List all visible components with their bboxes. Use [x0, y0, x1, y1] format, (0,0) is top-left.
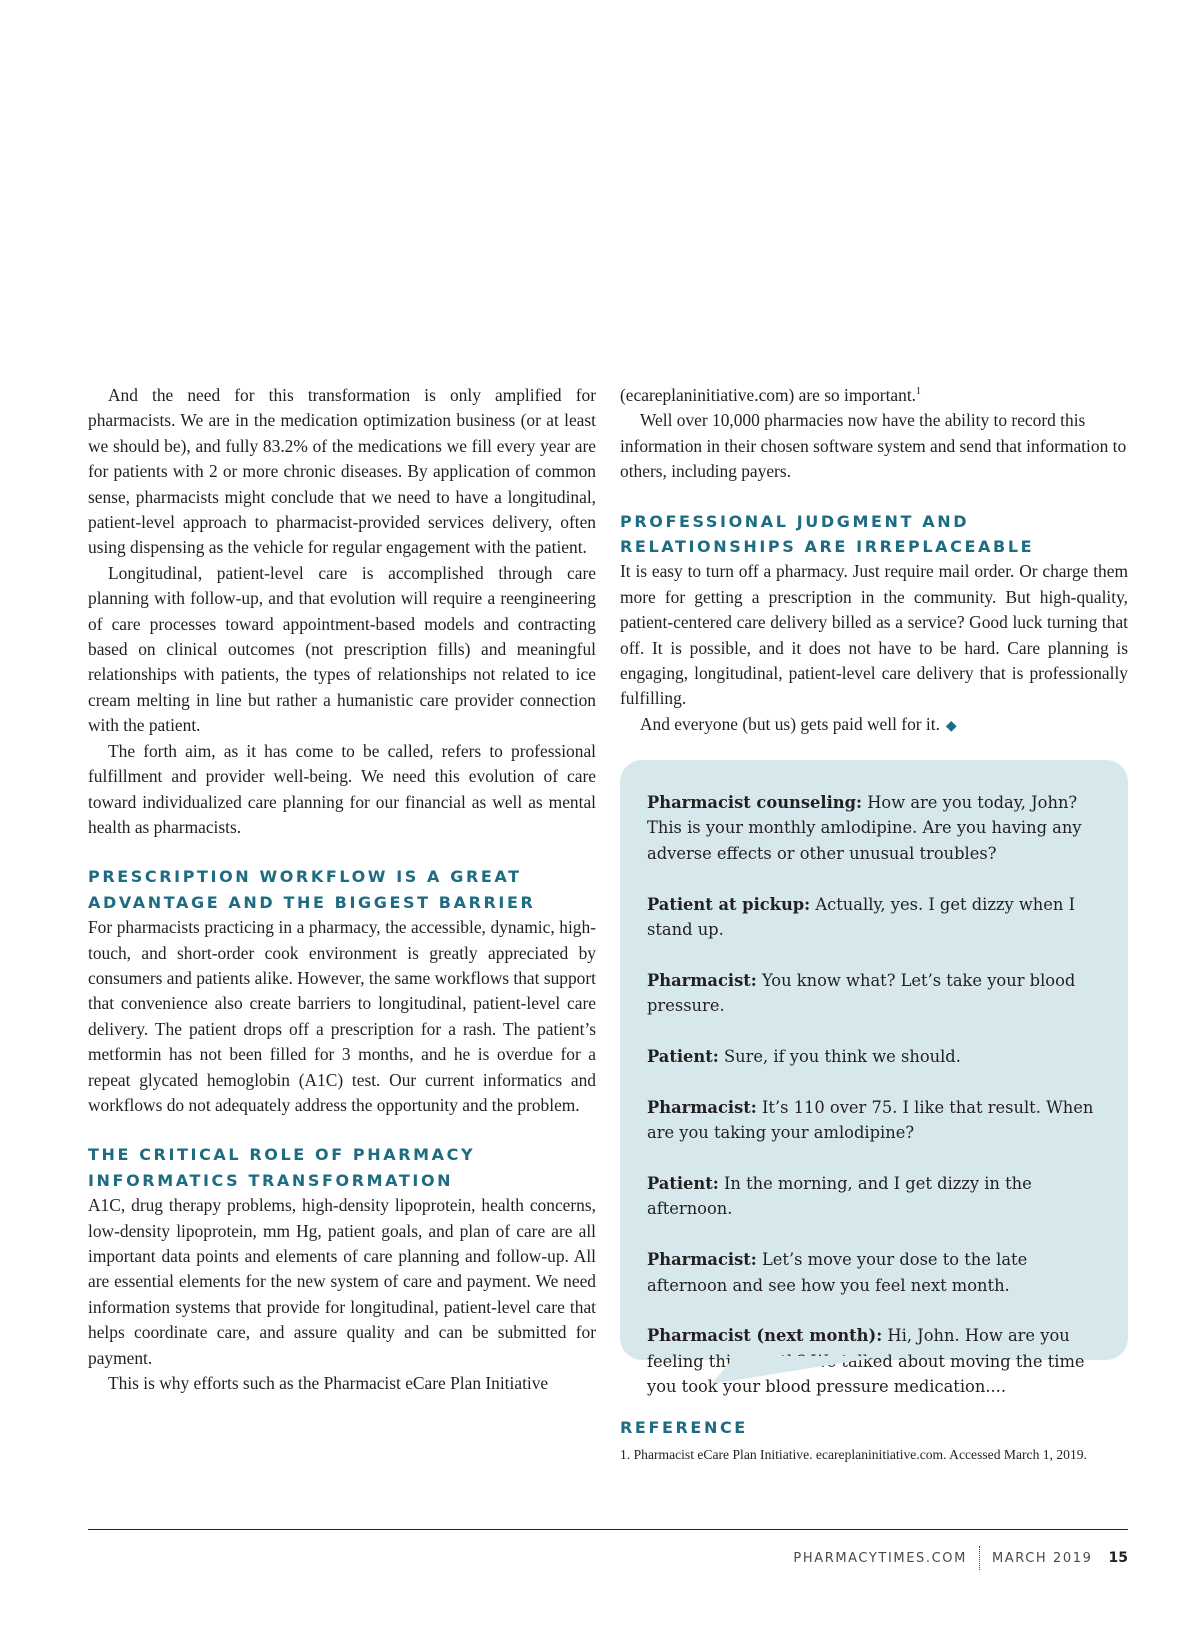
- dialogue-bubble: [620, 760, 1128, 1397]
- dialogue-text: In the morning, and I get dizzy in the afternoon.: [647, 1174, 1032, 1219]
- footer-site: PHARMACYTIMES.COM: [793, 1550, 967, 1566]
- paragraph: It is easy to turn off a pharmacy. Just require mail order. Or charge them more for getting a prescription in the community. But high-quality, patient-centered care delivery billed as a service? Good luck turning that off. It is possible, and it does not have to be hard. Care planning is engaging, longitudinal, patient-level care delivery that is professionally fulfilling.: [620, 561, 1128, 709]
- dialogue-speaker: Patient:: [647, 1047, 719, 1067]
- diamond-icon: ◆: [945, 718, 957, 734]
- footer-date: MARCH 2019: [991, 1550, 1093, 1566]
- paragraph: For pharmacists practicing in a pharmacy, the accessible, dynamic, high-touch, and short-order cook environment is greatly appreciated by consumers and patients alike. However, the same workflows that support that convenience also create barriers to longitudinal, patient-level care delivery. The patient drops off a prescription for a rash. The patient’s metformin has not been filled for 3 months, and he is overdue for a repeat glycated hemoglobin (A1C) test. Our current informatics and workflows do not adequately address the opportunity and the problem.: [88, 917, 596, 1115]
- dialogue-speaker: Pharmacist (next month):: [647, 1326, 883, 1346]
- dialogue-text: It’s 110 over 75. I like that result. When are you taking your amlodipine?: [647, 1097, 1094, 1143]
- dialogue-text: Hi, John. How are you feeling this month? We talked about moving the time you took your blood pressure medication....: [647, 1326, 1085, 1397]
- dialogue-line: [647, 892, 1104, 943]
- paragraph: A1C, drug therapy problems, high-density lipoprotein, health concerns, low-density lipoprotein, mm Hg, patient goals, and plan of care are all important data points and elements of care planning and follow-up. All are essential elements for the new system of care and payment. We need information systems that provide for longitudinal, patient-level care that helps coordinate care, and assure quality and can be submitted for payment.: [88, 1195, 596, 1368]
- paragraph: Well over 10,000 pharmacies now have the ability to record this information in their chosen software system and send that information to others, including payers.: [620, 410, 1127, 482]
- paragraph: [620, 383, 1128, 408]
- page-footer: [793, 1546, 1128, 1570]
- speech-bubble-tail: [712, 1356, 885, 1384]
- dialogue-text: How are you today, John? This is your monthly amlodipine. Are you having any adverse effects or other unusual troubles?: [647, 793, 1082, 863]
- section-heading: THE CRITICAL ROLE OF PHARMACY INFORMATICS TRANSFORMATION: [88, 1145, 476, 1190]
- paragraph: The forth aim, as it has come to be called, refers to professional fulfillment and provider well-being. We need this evolution of care toward individualized care planning for our financial as well as mental health as pharmacists.: [88, 740, 596, 837]
- dialogue-speaker: Patient:: [647, 1174, 719, 1194]
- dialogue-line: [647, 1171, 1104, 1222]
- dialogue-line: [647, 790, 1104, 866]
- section-heading: PROFESSIONAL JUDGMENT AND RELATIONSHIPS ARE IRREPLACEABLE: [620, 511, 1035, 557]
- paragraph-text: And everyone (but us) gets paid well for it.: [640, 713, 940, 734]
- dialogue-line: [647, 1095, 1104, 1146]
- dialogue-line: [647, 968, 1104, 1019]
- footer-rule: [88, 1529, 1128, 1530]
- dialogue-text: You know what? Let’s take your blood pressure.: [647, 970, 1076, 1016]
- dialogue-line: [647, 1247, 1104, 1298]
- paragraph-text: (ecareplaninitiative.com) are so important.: [620, 385, 916, 405]
- reference-heading: REFERENCE: [620, 1418, 748, 1437]
- footer-separator: [979, 1546, 980, 1570]
- dialogue-lines: [647, 790, 1104, 1400]
- dialogue-text: Actually, yes. I get dizzy when I stand up.: [647, 894, 1076, 940]
- dialogue-line: [647, 1044, 1104, 1069]
- paragraph: This is why efforts such as the Pharmacist eCare Plan Initiative: [108, 1373, 549, 1394]
- dialogue-speaker: Pharmacist:: [647, 1097, 757, 1117]
- dialogue-speaker: Pharmacist counseling:: [647, 793, 863, 812]
- dialogue-text: Let’s move your dose to the late afternoon and see how you feel next month.: [647, 1250, 1028, 1295]
- dialogue-text: Sure, if you think we should.: [723, 1047, 961, 1067]
- section-heading: PRESCRIPTION WORKFLOW IS A GREAT ADVANTAGE AND THE BIGGEST BARRIER: [88, 867, 536, 912]
- footnote-marker: 1: [916, 386, 921, 398]
- dialogue-speaker: Pharmacist:: [647, 970, 757, 990]
- reference-item: 1. Pharmacist eCare Plan Initiative. ecareplaninitiative.com. Accessed March 1, 2019.: [620, 1447, 1087, 1462]
- paragraph: [620, 712, 1128, 739]
- paragraph: And the need for this transformation is only amplified for pharmacists. We are in the medication optimization business (or at least we should be), and fully 83.2% of the medications we fill every year are for patients with 2 or more chronic diseases. By application of common sense, pharmacists might conclude that we need to have a longitudinal, patient-level approach to pharmacist-provided services delivery, often using dispensing as the vehicle for regular engagement with the patient.: [88, 385, 596, 558]
- dialogue-speaker: Pharmacist:: [647, 1250, 757, 1270]
- left-column: [88, 383, 596, 1396]
- paragraph: Longitudinal, patient-level care is accomplished through care planning with follow-up, and that evolution will require a reengineering of care processes toward appointment-based models and contracting based on clinical outcomes (not prescription fills) and meaningful relationships with patients, the types of relationships not related to ice cream melting in line but rather a humanistic care provider connection with the patient.: [88, 562, 596, 736]
- page-number: 15: [1108, 1550, 1128, 1566]
- dialogue-speaker: Patient at pickup:: [647, 894, 811, 914]
- right-column: [620, 383, 1128, 739]
